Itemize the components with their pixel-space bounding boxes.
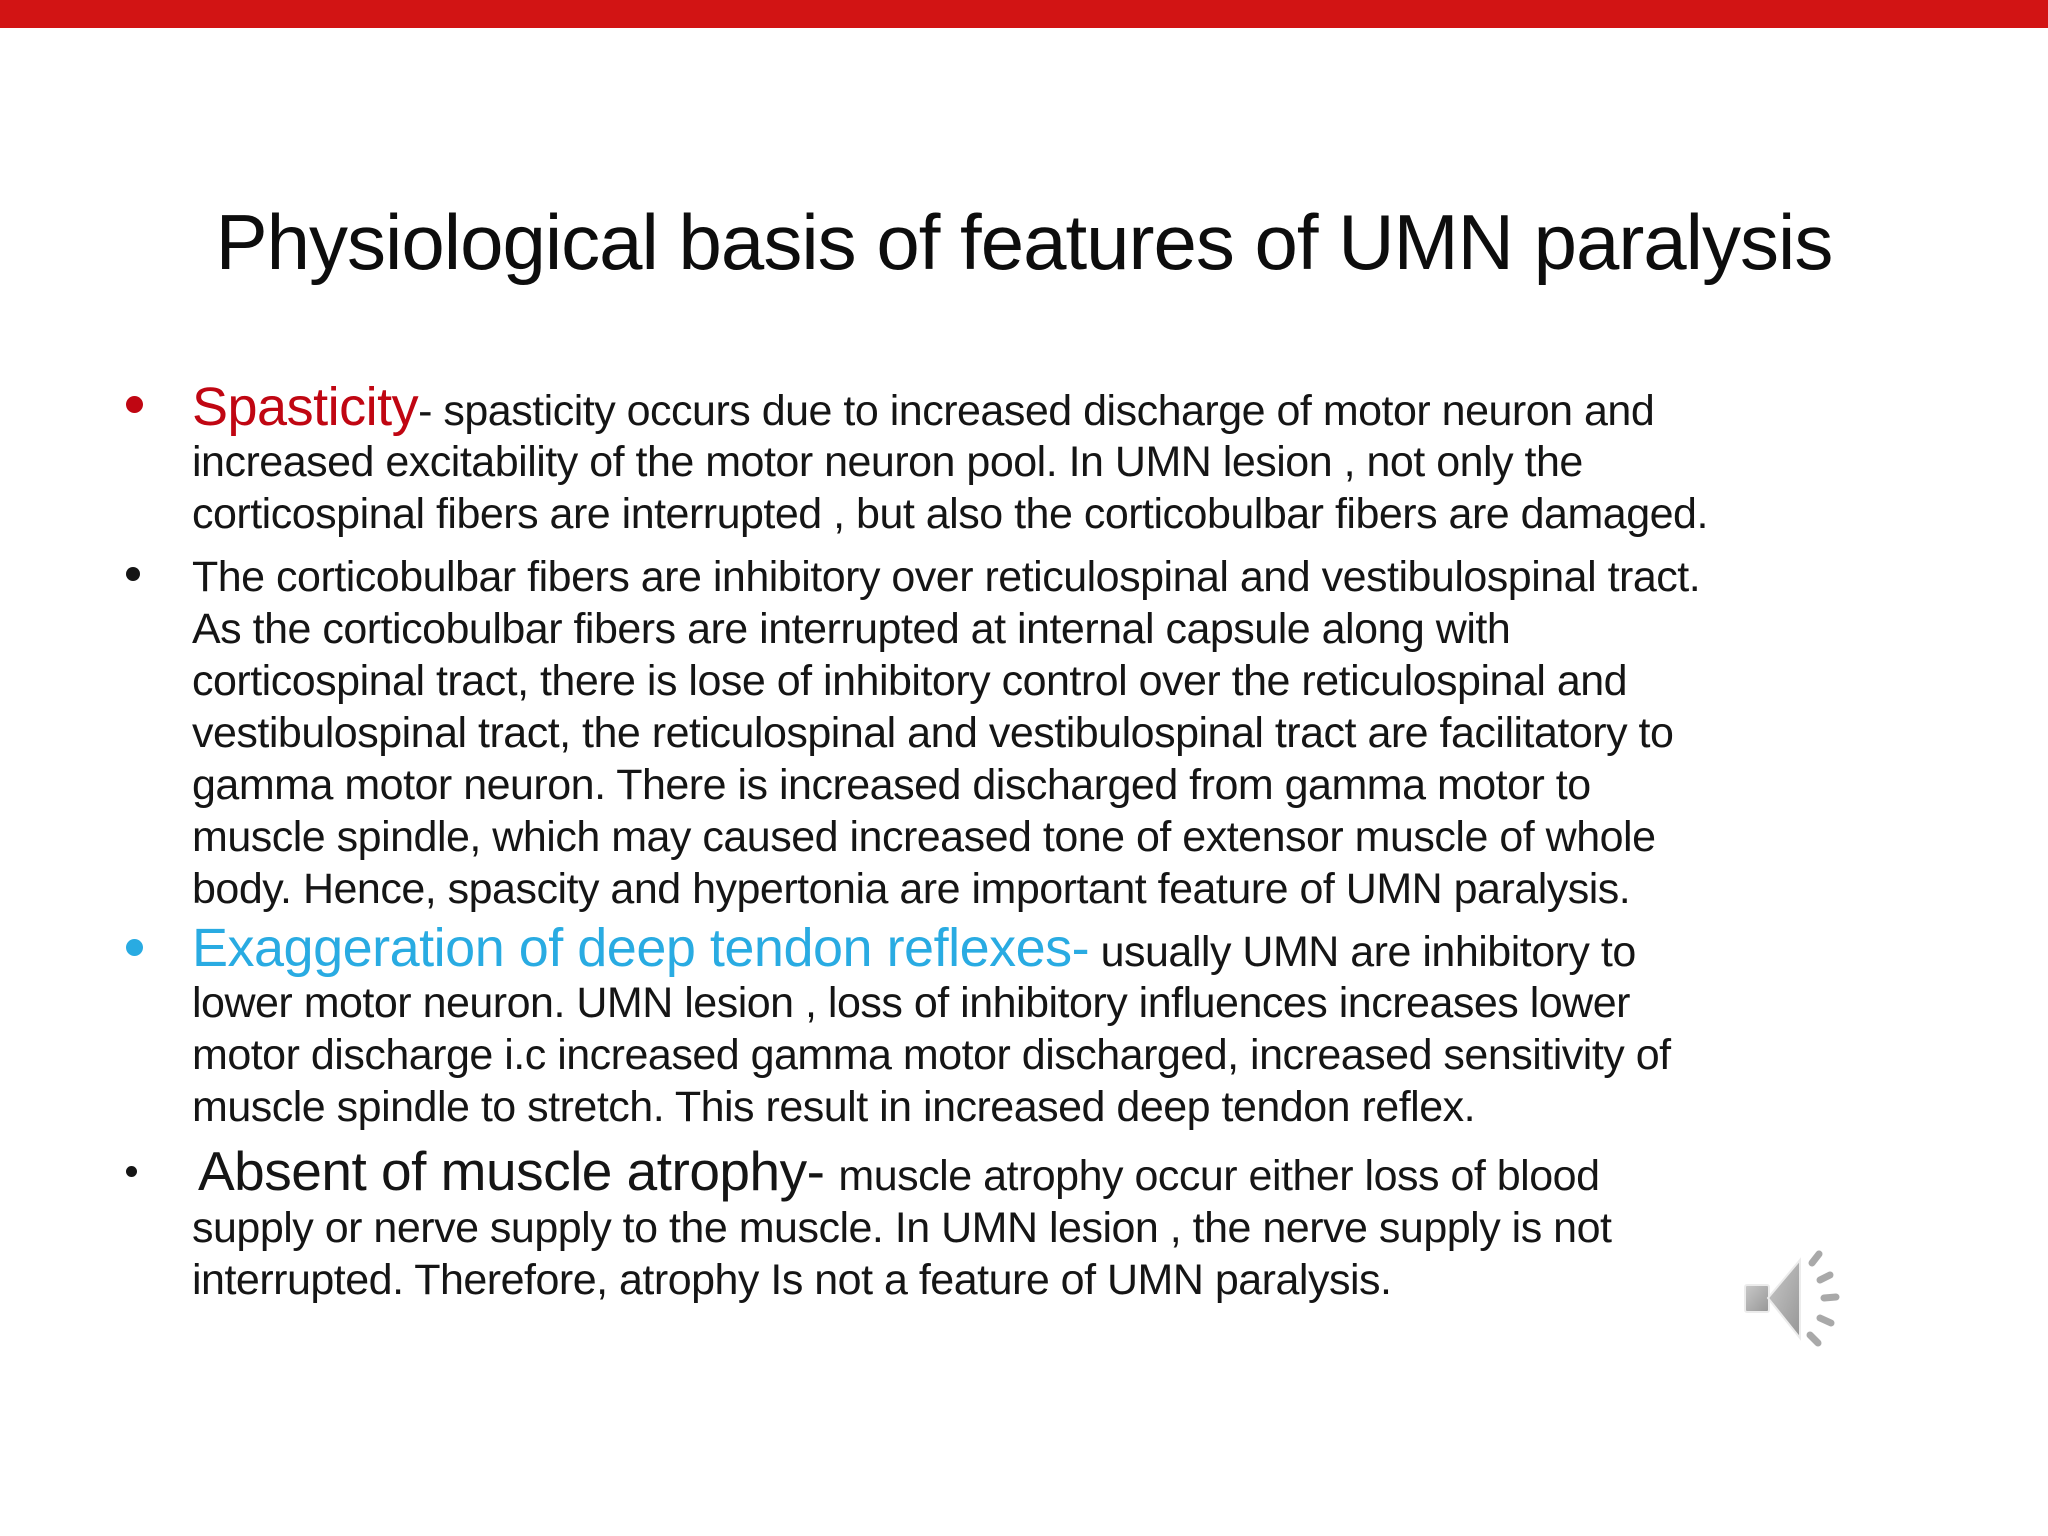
bullet-heading-spasticity: Spasticity [192, 377, 419, 437]
text-line [192, 378, 2012, 436]
text-line: corticospinal tract, there is lose of inhibitory control over the reticulospinal and [192, 657, 1628, 705]
text-line [192, 919, 2012, 977]
text-line: supply or nerve supply to the muscle. In UMN lesion , the nerve supply is not [192, 1204, 1612, 1252]
slide-title: Physiological basis of features of UMN paralysis [215, 198, 1833, 287]
text-line: vestibulospinal tract, the reticulospinal and vestibulospinal tract are facilitatory to [192, 709, 1674, 757]
text-line [192, 1140, 2012, 1202]
bullet-muscle-atrophy [192, 1140, 2012, 1306]
bullet-marker [126, 396, 143, 413]
text-line: As the corticobulbar fibers are interrupted at internal capsule along with [192, 605, 1511, 653]
text-line: corticospinal fibers are interrupted , but also the corticobulbar fibers are damaged. [192, 490, 1708, 538]
bullet-deep-tendon-reflexes [192, 919, 2012, 1133]
speaker-icon [1742, 1246, 1846, 1354]
text-line: gamma motor neuron. There is increased discharged from gamma motor to [192, 761, 1591, 809]
text-line: interrupted. Therefore, atrophy Is not a feature of UMN paralysis. [192, 1256, 1392, 1304]
bullet-marker [126, 939, 143, 956]
text-line: body. Hence, spascity and hypertonia are important feature of UMN paralysis. [192, 865, 1631, 913]
bullet-spasticity [192, 378, 2012, 540]
text-line: muscle spindle, which may caused increased tone of extensor muscle of whole [192, 813, 1656, 861]
bullet-text: usually UMN are inhibitory to [1089, 928, 1636, 976]
bullet-text: - spasticity occurs due to increased discharge of motor neuron and [418, 387, 1655, 435]
bullet-heading-atrophy: Absent of muscle atrophy- [198, 1140, 825, 1202]
text-line: The corticobulbar fibers are inhibitory over reticulospinal and vestibulospinal tract. [192, 553, 1701, 601]
bullet-text: muscle atrophy occur either loss of blood [838, 1152, 1600, 1200]
audio-speaker-button[interactable] [1742, 1246, 1846, 1354]
text-line: lower motor neuron. UMN lesion , loss of inhibitory influences increases lower [192, 979, 1630, 1027]
bullet-heading-reflexes: Exaggeration of deep tendon reflexes- [192, 918, 1090, 978]
bullet-marker [126, 1166, 137, 1177]
text-line: motor discharge i.c increased gamma motor discharged, increased sensitivity of [192, 1031, 1671, 1079]
text-line: increased excitability of the motor neuron pool. In UMN lesion , not only the [192, 438, 1583, 486]
text-line: muscle spindle to stretch. This result in increased deep tendon reflex. [192, 1083, 1476, 1131]
bullet-corticobulbar [192, 551, 2012, 915]
top-accent-bar [0, 0, 2048, 28]
bullet-marker [126, 567, 140, 581]
